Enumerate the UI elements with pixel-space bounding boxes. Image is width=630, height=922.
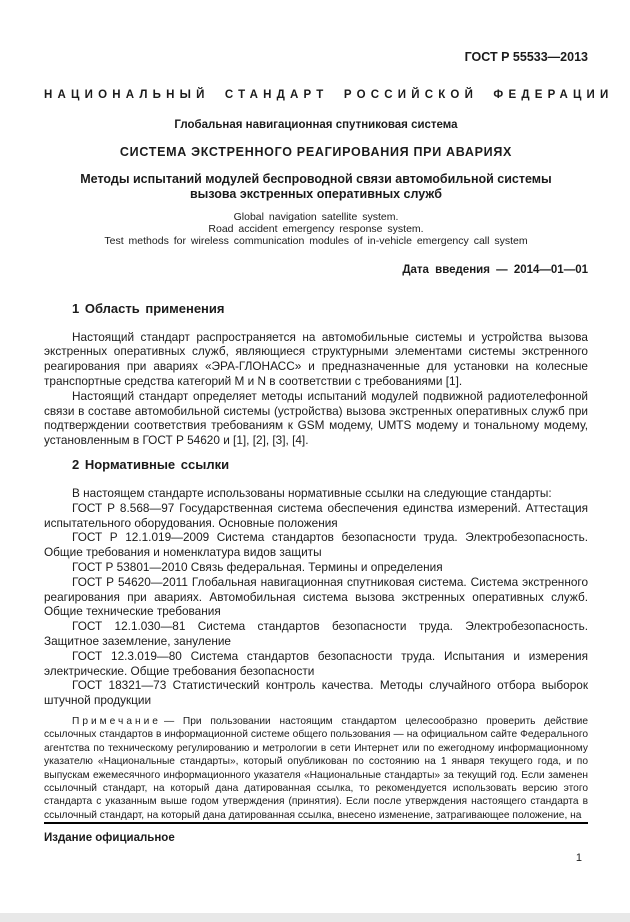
note-text: — При пользовании настоящим стандартом целесообразно проверить действие ссылочных стандартов в информационной системе общего пользования — на официальном сайте Федерального агентства по техническому регулированию и метрологии в сети Интернет или по ежегодному информационному указателю «Национальные стандарты», который опубликован по состоянию на 1 января текущего года, и по выпускам ежемесячного информационного указателя «Национальные стандарты» за текущий год. Если заменен ссылочный стандарт, на который дана датированная ссылка, то рекомендуется использовать версию этого стандарта с указанным выше годом утверждения (принятия). Если после утверждения настоящего стандарта в ссылочный стандарт, на который дана датированная ссылка, внесено изменение, затрагивающее положение, на <box>44 715 588 821</box>
english-title-line-2: Road accident emergency response system. <box>208 223 424 236</box>
doc-number: ГОСТ Р 55533—2013 <box>464 50 588 64</box>
subtitle: Методы испытаний модулей беспроводной связи автомобильной системы вызова экстренных оперативных служб <box>80 172 552 201</box>
reference-item: ГОСТ 12.1.030—81 Система стандартов безопасности труда. Электробезопасность. Защитное заземление, зануление <box>44 619 588 648</box>
page-footer <box>44 822 588 922</box>
reference-item: ГОСТ 12.3.019—80 Система стандартов безопасности труда. Испытания и измерения электрические. Общие требования безопасности <box>44 648 588 678</box>
introduction-date: Дата введения — 2014—01—01 <box>402 263 588 276</box>
english-title-line-1: Global navigation satellite system. <box>233 211 399 223</box>
english-title-line-3: Test methods for wireless communication modules of in-vehicle emergency call system <box>104 235 528 248</box>
footer-rule <box>44 822 588 824</box>
note <box>44 715 588 822</box>
reference-item: ГОСТ Р 12.1.019—2009 Система стандартов безопасности труда. Электробезопасность. Общие требования и номенклатура видов защиты <box>44 530 588 560</box>
english-title <box>44 211 588 248</box>
reference-item: ГОСТ Р 8.568—97 Государственная система обеспечения единства измерений. Аттестация испытательного оборудования. Основные положения <box>44 500 588 530</box>
page-number: 1 <box>575 852 582 865</box>
main-title: СИСТЕМА ЭКСТРЕННОГО РЕАГИРОВАНИЯ ПРИ АВАРИЯХ <box>119 145 513 159</box>
national-standard-heading: НАЦИОНАЛЬНЫЙ СТАНДАРТ РОССИЙСКОЙ ФЕДЕРАЦИИ <box>44 89 614 101</box>
section-1-paragraph: Настоящий стандарт определяет методы испытаний модулей подвижной радиотелефонной связи в составе автомобильной системы (устройства) вызова экстренных оперативных служб при подтверждении соответствия требованиям к GSM модему, UMTS модему и тональному модему, установленным в ГОСТ Р 54620 и [1], [2], [3], [4]. <box>44 388 588 448</box>
section-1-paragraph: Настоящий стандарт распространяется на автомобильные системы и устройства вызова экстренных оперативных служб, являющиеся структурными элементами системы экстренного реагирования при авариях «ЭРА-ГЛОНАСС» и предназначенные для установки на колесные транспортные средства категорий М и N в соответствии с требованиями [1]. <box>44 329 588 388</box>
reference-item: ГОСТ Р 54620—2011 Глобальная навигационная спутниковая система. Система экстренного реагирования при авариях. Автомобильная система вызова экстренных оперативных служб. Общие технические требования <box>44 574 588 619</box>
section-1-heading: 1 Область применения <box>72 300 225 316</box>
group-title: Глобальная навигационная спутниковая система <box>174 119 458 131</box>
note-label: Примечание <box>72 715 161 727</box>
reference-item: ГОСТ Р 53801—2010 Связь федеральная. Термины и определения <box>72 559 443 574</box>
reference-item: ГОСТ 18321—73 Статистический контроль качества. Методы случайного отбора выборок штучной продукции <box>44 678 588 708</box>
section-2-intro: В настоящем стандарте использованы нормативные ссылки на следующие стандарты: <box>72 485 552 500</box>
edition-label: Издание официальное <box>44 832 175 845</box>
section-2-heading: 2 Нормативные ссылки <box>72 456 230 472</box>
